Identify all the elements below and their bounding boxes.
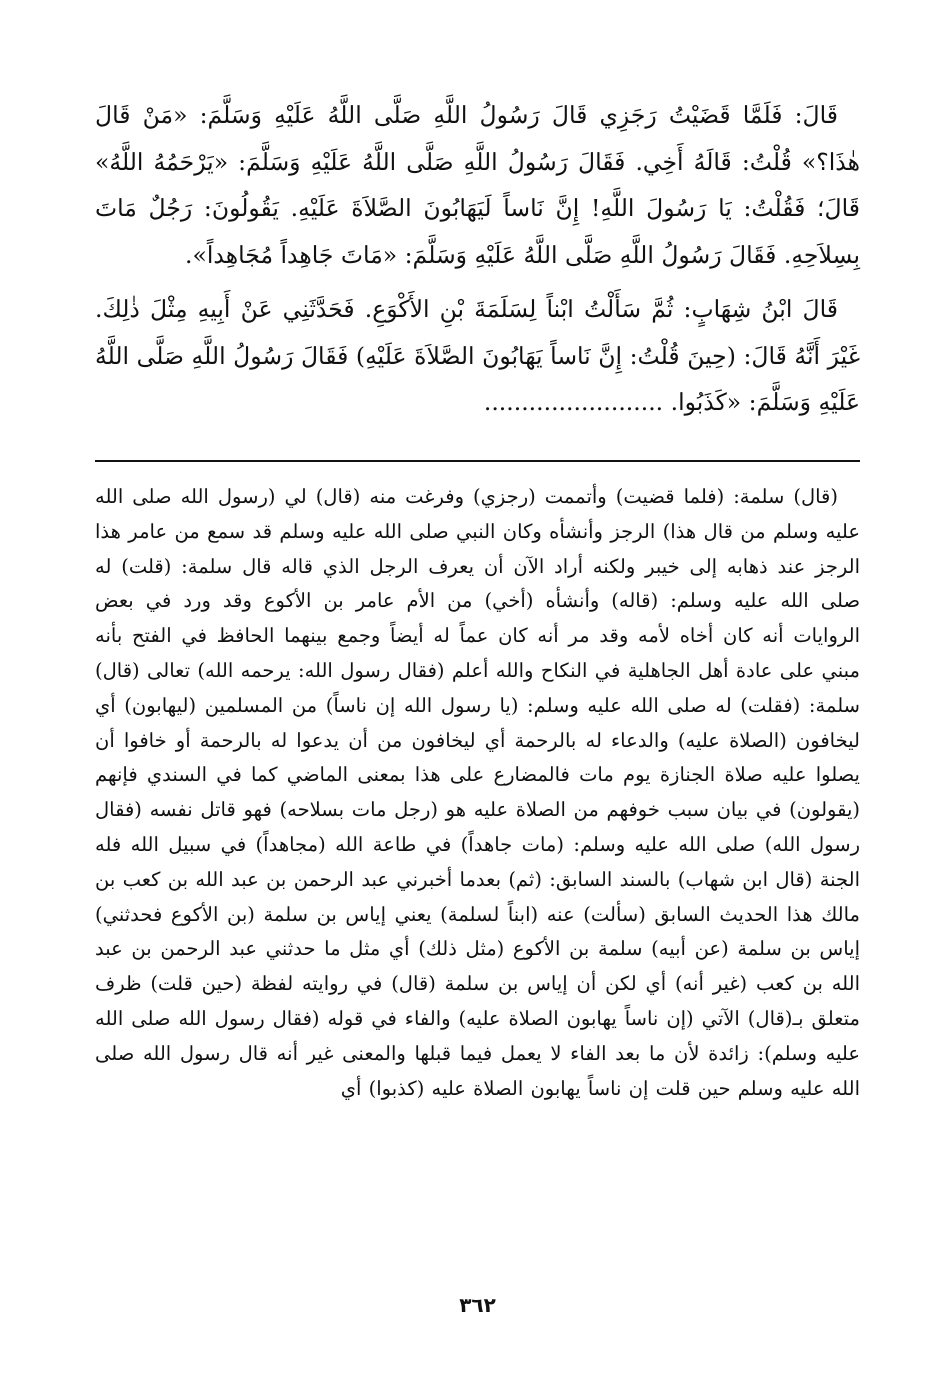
- hadith-paragraph-2: قَالَ ابْنُ شِهَابٍ: ثُمَّ سَأَلْتُ ابْناً لِسَلَمَةَ بْنِ الأَكْوَعِ. فَحَدَّثَنِي عَنْ أَبِيهِ مِثْلَ ذٰلِكَ. غَيْرَ أَنَّهُ قَالَ: (حِينَ قُلْتُ: إِنَّ نَاساً يَهَابُونَ الصَّلاَةَ عَلَيْهِ) فَقَالَ رَسُولُ اللَّهِ صَلَّى اللَّهُ عَلَيْهِ وَسَلَّمَ: «كَذَبُوا. ........................: [95, 295, 860, 416]
- page-number: ٣٦٢: [459, 1293, 496, 1317]
- hadith-text: [95, 92, 860, 426]
- commentary-paragraph: (قال) سلمة: (فلما قضيت) وأتممت (رجزي) وفرغت منه (قال) لي (رسول الله صلى الله عليه وسلم من قال هذا) الرجز وأنشأه وكان النبي صلى الله عليه وسلم قد سمع من عامر هذا الرجز عند ذهابه إلى خيبر ولكنه أراد الآن أن يعرف الرجل الذي قاله قال سلمة: (قلت) له صلى الله عليه وسلم: (قاله) وأنشأه (أخي) من الأم عامر بن الأكوع وقد ورد في بعض الروايات أنه كان أخاه لأمه وقد مر أنه كان عماً له أيضاً وجمع بينهما الحافظ في الفتح بأنه مبني على عادة أهل الجاهلية في النكاح والله أعلم (فقال رسول الله: يرحمه الله) تعالى (قال) سلمة: (فقلت) له صلى الله عليه وسلم: (يا رسول الله إن ناساً) من المسلمين (ليهابون) أي ليخافون (الصلاة عليه) والدعاء له بالرحمة أي ليخافون من أن يدعوا له بالرحمة أو خافوا أن يصلوا عليه صلاة الجنازة يوم مات فالمضارع على هذا بمعنى الماضي كما في السندي فإنهم (يقولون) في بيان سبب خوفهم من الصلاة عليه هو (رجل مات بسلاحه) فهو قاتل نفسه (فقال رسول الله) صلى الله عليه وسلم: (مات جاهداً) في طاعة الله (مجاهداً) في سبيل الله فله الجنة (قال ابن شهاب) بالسند السابق: (ثم) بعدما أخبرني عبد الرحمن بن عبد الله بن كعب بن مالك هذا الحديث السابق (سألت) عنه (ابناً لسلمة) يعني إياس بن سلمة (بن الأكوع فحدثني) إياس بن سلمة (عن أبيه) سلمة بن الأكوع (مثل ذلك) أي مثل ما حدثني عبد الرحمن بن عبد الله بن كعب (غير أنه) أي لكن أن إياس بن سلمة (قال) في روايته لفظة (حين قلت) ظرف متعلق بـ(قال) الآتي (إن ناساً يهابون الصلاة عليه) والفاء في قوله (فقال رسول الله صلى الله عليه وسلم): زائدة لأن ما بعد الفاء لا يعمل فيما قبلها والمعنى غير أنه قال رسول الله صلى الله عليه وسلم حين قلت إن ناساً يهابون الصلاة عليه (كذبوا) أي: [95, 485, 860, 1100]
- commentary: [95, 480, 860, 1106]
- footnote-divider: [95, 460, 860, 462]
- hadith-paragraph-1: قَالَ: فَلَمَّا قَضَيْتُ رَجَزِي قَالَ رَسُولُ اللَّهِ صَلَّى اللَّهُ عَلَيْهِ وَسَلَّمَ: «مَنْ قَالَ هٰذَا؟» قُلْتُ: قَالَهُ أَخِي. فَقَالَ رَسُولُ اللَّهِ صَلَّى اللَّهُ عَلَيْهِ وَسَلَّمَ: «يَرْحَمُهُ اللَّهُ» قَالَ؛ فَقُلْتُ: يَا رَسُولَ اللَّهِ! إِنَّ نَاساً لَيَهَابُونَ الصَّلاَةَ عَلَيْهِ. يَقُولُونَ: رَجُلٌ مَاتَ بِسِلاَحِهِ. فَقَالَ رَسُولُ اللَّهِ صَلَّى اللَّهُ عَلَيْهِ وَسَلَّمَ: «مَاتَ جَاهِداً مُجَاهِداً».: [95, 101, 860, 269]
